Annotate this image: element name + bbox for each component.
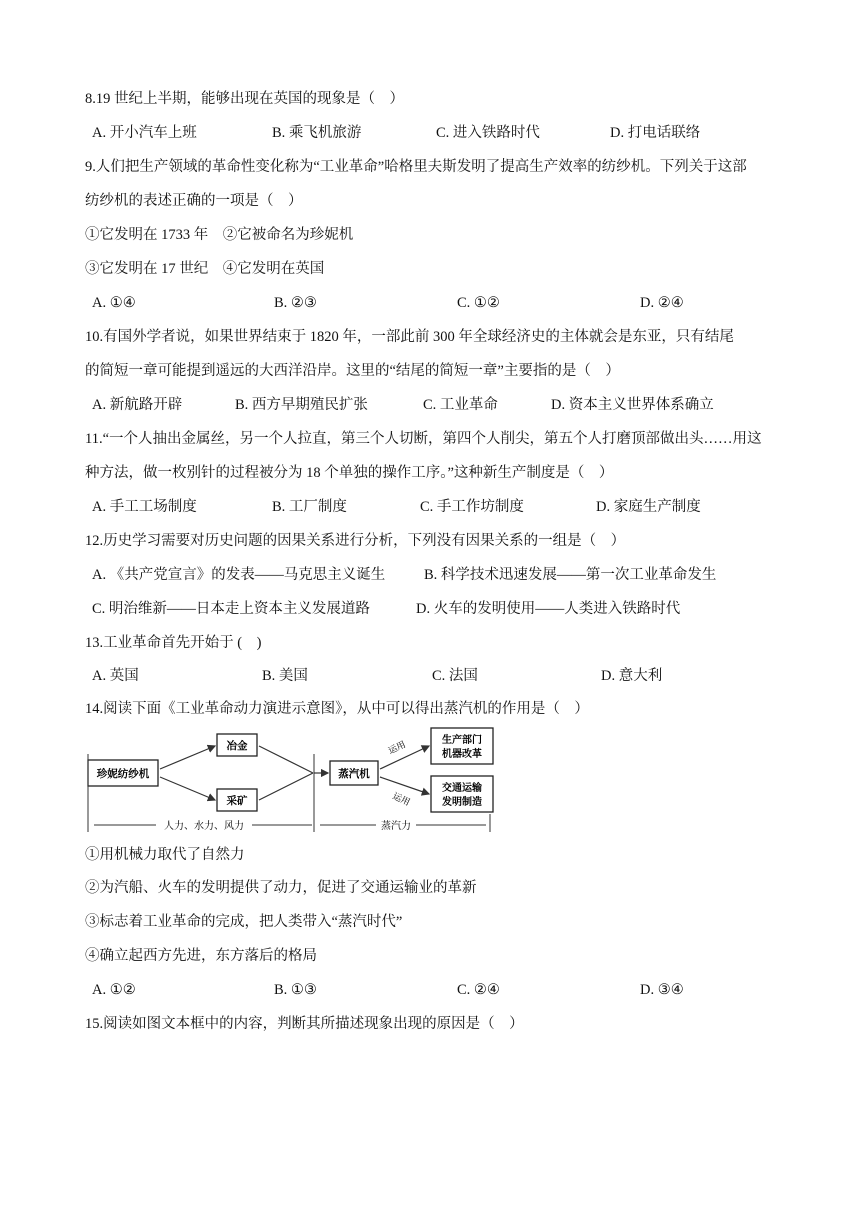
q13-stem: 13.工业革命首先开始于 ( ): [85, 635, 262, 651]
label-spinning-jenny: 珍妮纺纱机: [96, 768, 150, 780]
q12-options-row2: [92, 599, 792, 619]
q12-options-row1: [92, 565, 792, 585]
label-mining: 采矿: [226, 795, 248, 807]
q10-options: [92, 395, 792, 415]
q8-option-d: D. 打电话联络: [610, 125, 701, 141]
q14-statement-4: ④确立起西方先进，东方落后的格局: [85, 948, 317, 964]
q12-option-b: B. 科学技术迅速发展——第一次工业革命发生: [424, 567, 717, 583]
q13-options: [92, 666, 792, 686]
label-power-left: 人力、水力、风力: [164, 821, 244, 832]
q11-stem-line1: 11.“一个人抽出金属丝，另一个人拉直，第三个人切断，第四个人削尖，第五个人打磨顶部做出头……用这: [85, 431, 762, 447]
line-metallurgy-join: [259, 746, 313, 773]
q8-option-a: A. 开小汽车上班: [92, 125, 197, 141]
industrial-power-diagram: [86, 724, 496, 834]
q8-options: [92, 123, 792, 143]
q13-option-c: C. 法国: [432, 668, 478, 684]
label-metallurgy: 冶金: [226, 740, 248, 752]
q9-option-c: C. ①②: [457, 295, 500, 311]
arrow-to-transport: [380, 777, 429, 794]
q13-option-a: A. 英国: [92, 668, 139, 684]
arrow-to-metallurgy: [160, 746, 215, 769]
q14-stem: 14.阅读下面《工业革命动力演进示意图》，从中可以得出蒸汽机的作用是（ ）: [85, 701, 589, 717]
q10-option-d: D. 资本主义世界体系确立: [551, 397, 714, 413]
q8-option-c: C. 进入铁路时代: [436, 125, 540, 141]
label-production-1: 生产部门: [442, 735, 482, 746]
label-transport-1: 交通运输: [442, 783, 482, 794]
q8-option-b: B. 乘飞机旅游: [272, 125, 362, 141]
q13-option-b: B. 美国: [262, 668, 308, 684]
q9-statement-line1: ①它发明在 1733 年 ②它被命名为珍妮机: [85, 227, 354, 243]
q15-stem: 15.阅读如图文本框中的内容，判断其所描述现象出现的原因是（ ）: [85, 1016, 524, 1032]
q11-option-c: C. 手工作坊制度: [420, 499, 524, 515]
q14-options: [92, 980, 792, 1000]
q9-option-d: D. ②④: [640, 295, 684, 311]
q11-stem-line2: 种方法，做一枚别针的过程被分为 18 个单独的操作工序。”这种新生产制度是（ ）: [85, 465, 614, 481]
q9-option-a: A. ①④: [92, 295, 136, 311]
label-production-2: 机器改革: [442, 749, 482, 760]
q9-stem-line2: 纺纱机的表述正确的一项是（ ）: [85, 193, 303, 209]
q11-option-b: B. 工厂制度: [272, 499, 347, 515]
q9-option-b: B. ②③: [274, 295, 317, 311]
q9-stem-line1: 9.人们把生产领域的革命性变化称为“工业革命”哈格里夫斯发明了提高生产效率的纺纱机。下列关于这部: [85, 159, 747, 175]
q14-statement-1: ①用机械力取代了自然力: [85, 847, 245, 863]
q13-option-d: D. 意大利: [601, 668, 663, 684]
q11-option-a: A. 手工工场制度: [92, 499, 197, 515]
q10-stem-line2: 的简短一章可能提到遥远的大西洋沿岸。这里的“结尾的简短一章”主要指的是（ ）: [85, 363, 620, 379]
label-steam-engine: 蒸汽机: [338, 768, 370, 780]
q12-option-d: D. 火车的发明使用——人类进入铁路时代: [416, 601, 681, 617]
q8-stem: 8.19 世纪上半期，能够出现在英国的现象是（ ）: [85, 91, 404, 107]
q12-option-c: C. 明治维新——日本走上资本主义发展道路: [92, 601, 370, 617]
q9-options: [92, 293, 792, 313]
line-mining-join: [259, 773, 313, 800]
q14-option-d: D. ③④: [640, 982, 684, 998]
q14-statement-2: ②为汽船、火车的发明提供了动力，促进了交通运输业的革新: [85, 880, 477, 896]
q12-option-a: A. 《共产党宣言》的发表——马克思主义诞生: [92, 567, 386, 583]
q14-option-a: A. ①②: [92, 982, 136, 998]
q11-option-d: D. 家庭生产制度: [596, 499, 701, 515]
arrow-to-mining: [160, 777, 215, 800]
q10-option-a: A. 新航路开辟: [92, 397, 183, 413]
q14-option-b: B. ①③: [274, 982, 317, 998]
q14-option-c: C. ②④: [457, 982, 500, 998]
q11-options: [92, 497, 792, 517]
label-apply-bottom: 运用: [390, 791, 412, 809]
q10-option-b: B. 西方早期殖民扩张: [235, 397, 368, 413]
q10-stem-line1: 10.有国外学者说，如果世界结束于 1820 年，一部此前 300 年全球经济史的主体就会是东亚，只有结尾: [85, 329, 734, 345]
label-apply-top: 运用: [387, 740, 408, 757]
q12-stem: 12.历史学习需要对历史问题的因果关系进行分析，下列没有因果关系的一组是（ ）: [85, 533, 626, 549]
q10-option-c: C. 工业革命: [423, 397, 498, 413]
label-transport-2: 发明制造: [442, 797, 482, 808]
q9-statement-line2: ③它发明在 17 世纪 ④它发明在英国: [85, 261, 325, 277]
q14-statement-3: ③标志着工业革命的完成，把人类带入“蒸汽时代”: [85, 914, 403, 930]
label-power-right: 蒸汽力: [381, 821, 411, 832]
